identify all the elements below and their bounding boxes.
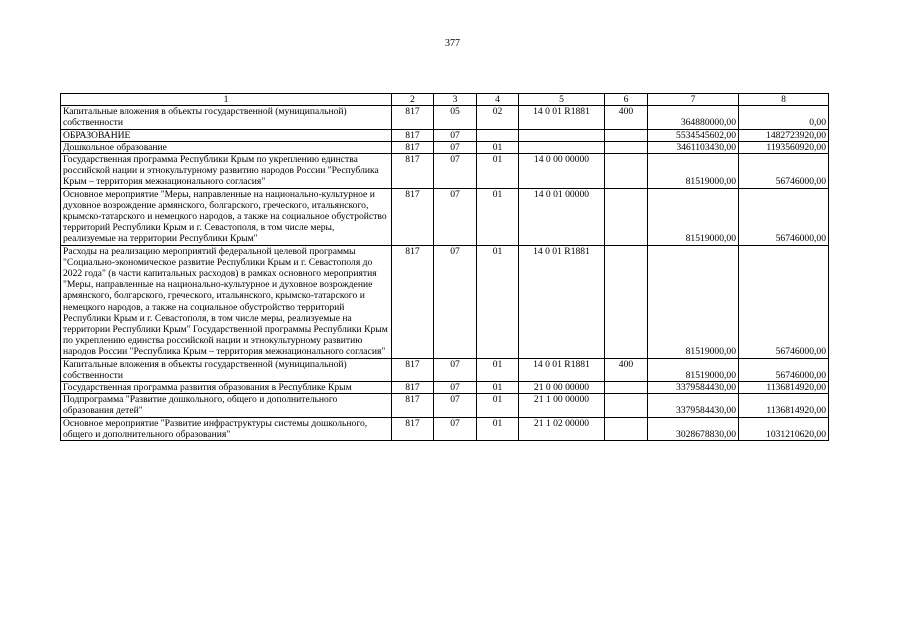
target-article-code (519, 129, 605, 141)
amount-year-1: 3028678830,00 (648, 417, 739, 440)
subsection-code: 01 (477, 154, 519, 189)
target-article-code: 14 0 01 R1881 (519, 245, 605, 358)
department-code: 817 (392, 129, 434, 141)
section-code: 05 (434, 106, 477, 129)
subsection-code: 01 (477, 417, 519, 440)
amount-year-2: 1136814920,00 (739, 394, 829, 417)
target-article-code: 21 1 02 00000 (519, 417, 605, 440)
target-article-code (519, 141, 605, 153)
amount-year-2: 56746000,00 (739, 154, 829, 189)
target-article-code: 21 1 00 00000 (519, 394, 605, 417)
budget-item-name: Государственная программа Республики Крым по укреплению единства российской нации и этнокультурному развитию народов России "Республика Крым – территория межнационального согласия" (61, 154, 392, 189)
section-code: 07 (434, 154, 477, 189)
subsection-code: 02 (477, 106, 519, 129)
budget-item-name: Подпрограмма "Развитие дошкольного, общего и дополнительного образования детей" (61, 394, 392, 417)
subsection-code: 01 (477, 358, 519, 381)
amount-year-2: 56746000,00 (739, 358, 829, 381)
section-code: 07 (434, 129, 477, 141)
subsection-code (477, 129, 519, 141)
section-code: 07 (434, 245, 477, 358)
column-number: 7 (648, 94, 739, 106)
column-number: 5 (519, 94, 605, 106)
table-row (61, 358, 829, 381)
amount-year-2: 1482723920,00 (739, 129, 829, 141)
budget-item-name: ОБРАЗОВАНИЕ (61, 129, 392, 141)
budget-item-name: Основное мероприятие "Развитие инфраструктуры системы дошкольного, общего и дополнительного образования" (61, 417, 392, 440)
target-article-code: 14 0 01 R1881 (519, 358, 605, 381)
amount-year-1: 3379584430,00 (648, 394, 739, 417)
amount-year-1: 81519000,00 (648, 188, 739, 245)
department-code: 817 (392, 141, 434, 153)
amount-year-2: 1031210620,00 (739, 417, 829, 440)
table-row (61, 417, 829, 440)
table-row (61, 154, 829, 189)
expense-type-code (605, 141, 648, 153)
target-article-code: 14 0 01 00000 (519, 188, 605, 245)
amount-year-1: 364880000,00 (648, 106, 739, 129)
column-number: 4 (477, 94, 519, 106)
amount-year-1: 5534545602,00 (648, 129, 739, 141)
budget-item-name: Государственная программа развития образования в Республике Крым (61, 382, 392, 394)
department-code: 817 (392, 358, 434, 381)
subsection-code: 01 (477, 394, 519, 417)
budget-item-name: Капитальные вложения в объекты государственной (муниципальной) собственности (61, 358, 392, 381)
department-code: 817 (392, 417, 434, 440)
department-code: 817 (392, 188, 434, 245)
department-code: 817 (392, 106, 434, 129)
table-row (61, 188, 829, 245)
department-code: 817 (392, 154, 434, 189)
amount-year-1: 81519000,00 (648, 358, 739, 381)
amount-year-1: 3379584430,00 (648, 382, 739, 394)
amount-year-1: 81519000,00 (648, 154, 739, 189)
expense-type-code: 400 (605, 106, 648, 129)
amount-year-1: 81519000,00 (648, 245, 739, 358)
table-row (61, 129, 829, 141)
column-number: 1 (61, 94, 392, 106)
section-code: 07 (434, 394, 477, 417)
expense-type-code (605, 382, 648, 394)
expense-type-code (605, 154, 648, 189)
subsection-code: 01 (477, 141, 519, 153)
expense-type-code (605, 129, 648, 141)
amount-year-2: 1136814920,00 (739, 382, 829, 394)
budget-item-name: Капитальные вложения в объекты государственной (муниципальной) собственности (61, 106, 392, 129)
budget-item-name: Основное мероприятие "Меры, направленные на национально-культурное и духовное возрождение армянского, болгарского, греческого, итальянского, крымско-татарского и немецкого народов, а также на социальное обустройство территорий Республики Крым и г. Севастополя, в том числе меры, реализуемые на территории Республики Крым" (61, 188, 392, 245)
amount-year-2: 56746000,00 (739, 188, 829, 245)
department-code: 817 (392, 245, 434, 358)
target-article-code: 14 0 01 R1881 (519, 106, 605, 129)
table-row (61, 141, 829, 153)
expense-type-code (605, 417, 648, 440)
subsection-code: 01 (477, 382, 519, 394)
section-code: 07 (434, 188, 477, 245)
department-code: 817 (392, 394, 434, 417)
section-code: 07 (434, 382, 477, 394)
table-row (61, 394, 829, 417)
budget-item-name: Дошкольное образование (61, 141, 392, 153)
budget-item-name: Расходы на реализацию мероприятий федеральной целевой программы "Социально-экономическое развитие Республики Крым и г. Севастополя до 2022 года" (в части капитальных расходов) в рамках основного мероприятия "Меры, направленные на национально-культурное и духовное возрождение армянского, болгарского, греческого, итальянского, крымско-татарского и немецкого народов, а также на социальное обустройство территорий Республики Крым и г. Севастополя, в том числе меры, реализуемые на территории Республики Крым" Государственной программы Республики Крым по укреплению единства российской нации и этнокультурному развитию народов России "Республика Крым – территория межнационального согласия" (61, 245, 392, 358)
column-number: 3 (434, 94, 477, 106)
section-code: 07 (434, 358, 477, 381)
column-number: 8 (739, 94, 829, 106)
department-code: 817 (392, 382, 434, 394)
column-number-row (61, 94, 829, 106)
subsection-code: 01 (477, 188, 519, 245)
expense-type-code (605, 188, 648, 245)
expense-type-code: 400 (605, 358, 648, 381)
column-number: 6 (605, 94, 648, 106)
column-number: 2 (392, 94, 434, 106)
amount-year-2: 0,00 (739, 106, 829, 129)
table-row (61, 382, 829, 394)
subsection-code: 01 (477, 245, 519, 358)
expense-type-code (605, 245, 648, 358)
target-article-code: 21 0 00 00000 (519, 382, 605, 394)
expense-type-code (605, 394, 648, 417)
section-code: 07 (434, 141, 477, 153)
section-code: 07 (434, 417, 477, 440)
amount-year-2: 1193560920,00 (739, 141, 829, 153)
amount-year-1: 3461103430,00 (648, 141, 739, 153)
budget-table (60, 93, 829, 441)
amount-year-2: 56746000,00 (739, 245, 829, 358)
table-row (61, 245, 829, 358)
table-row (61, 106, 829, 129)
target-article-code: 14 0 00 00000 (519, 154, 605, 189)
page-number: 377 (445, 38, 460, 49)
table-body (61, 94, 829, 441)
